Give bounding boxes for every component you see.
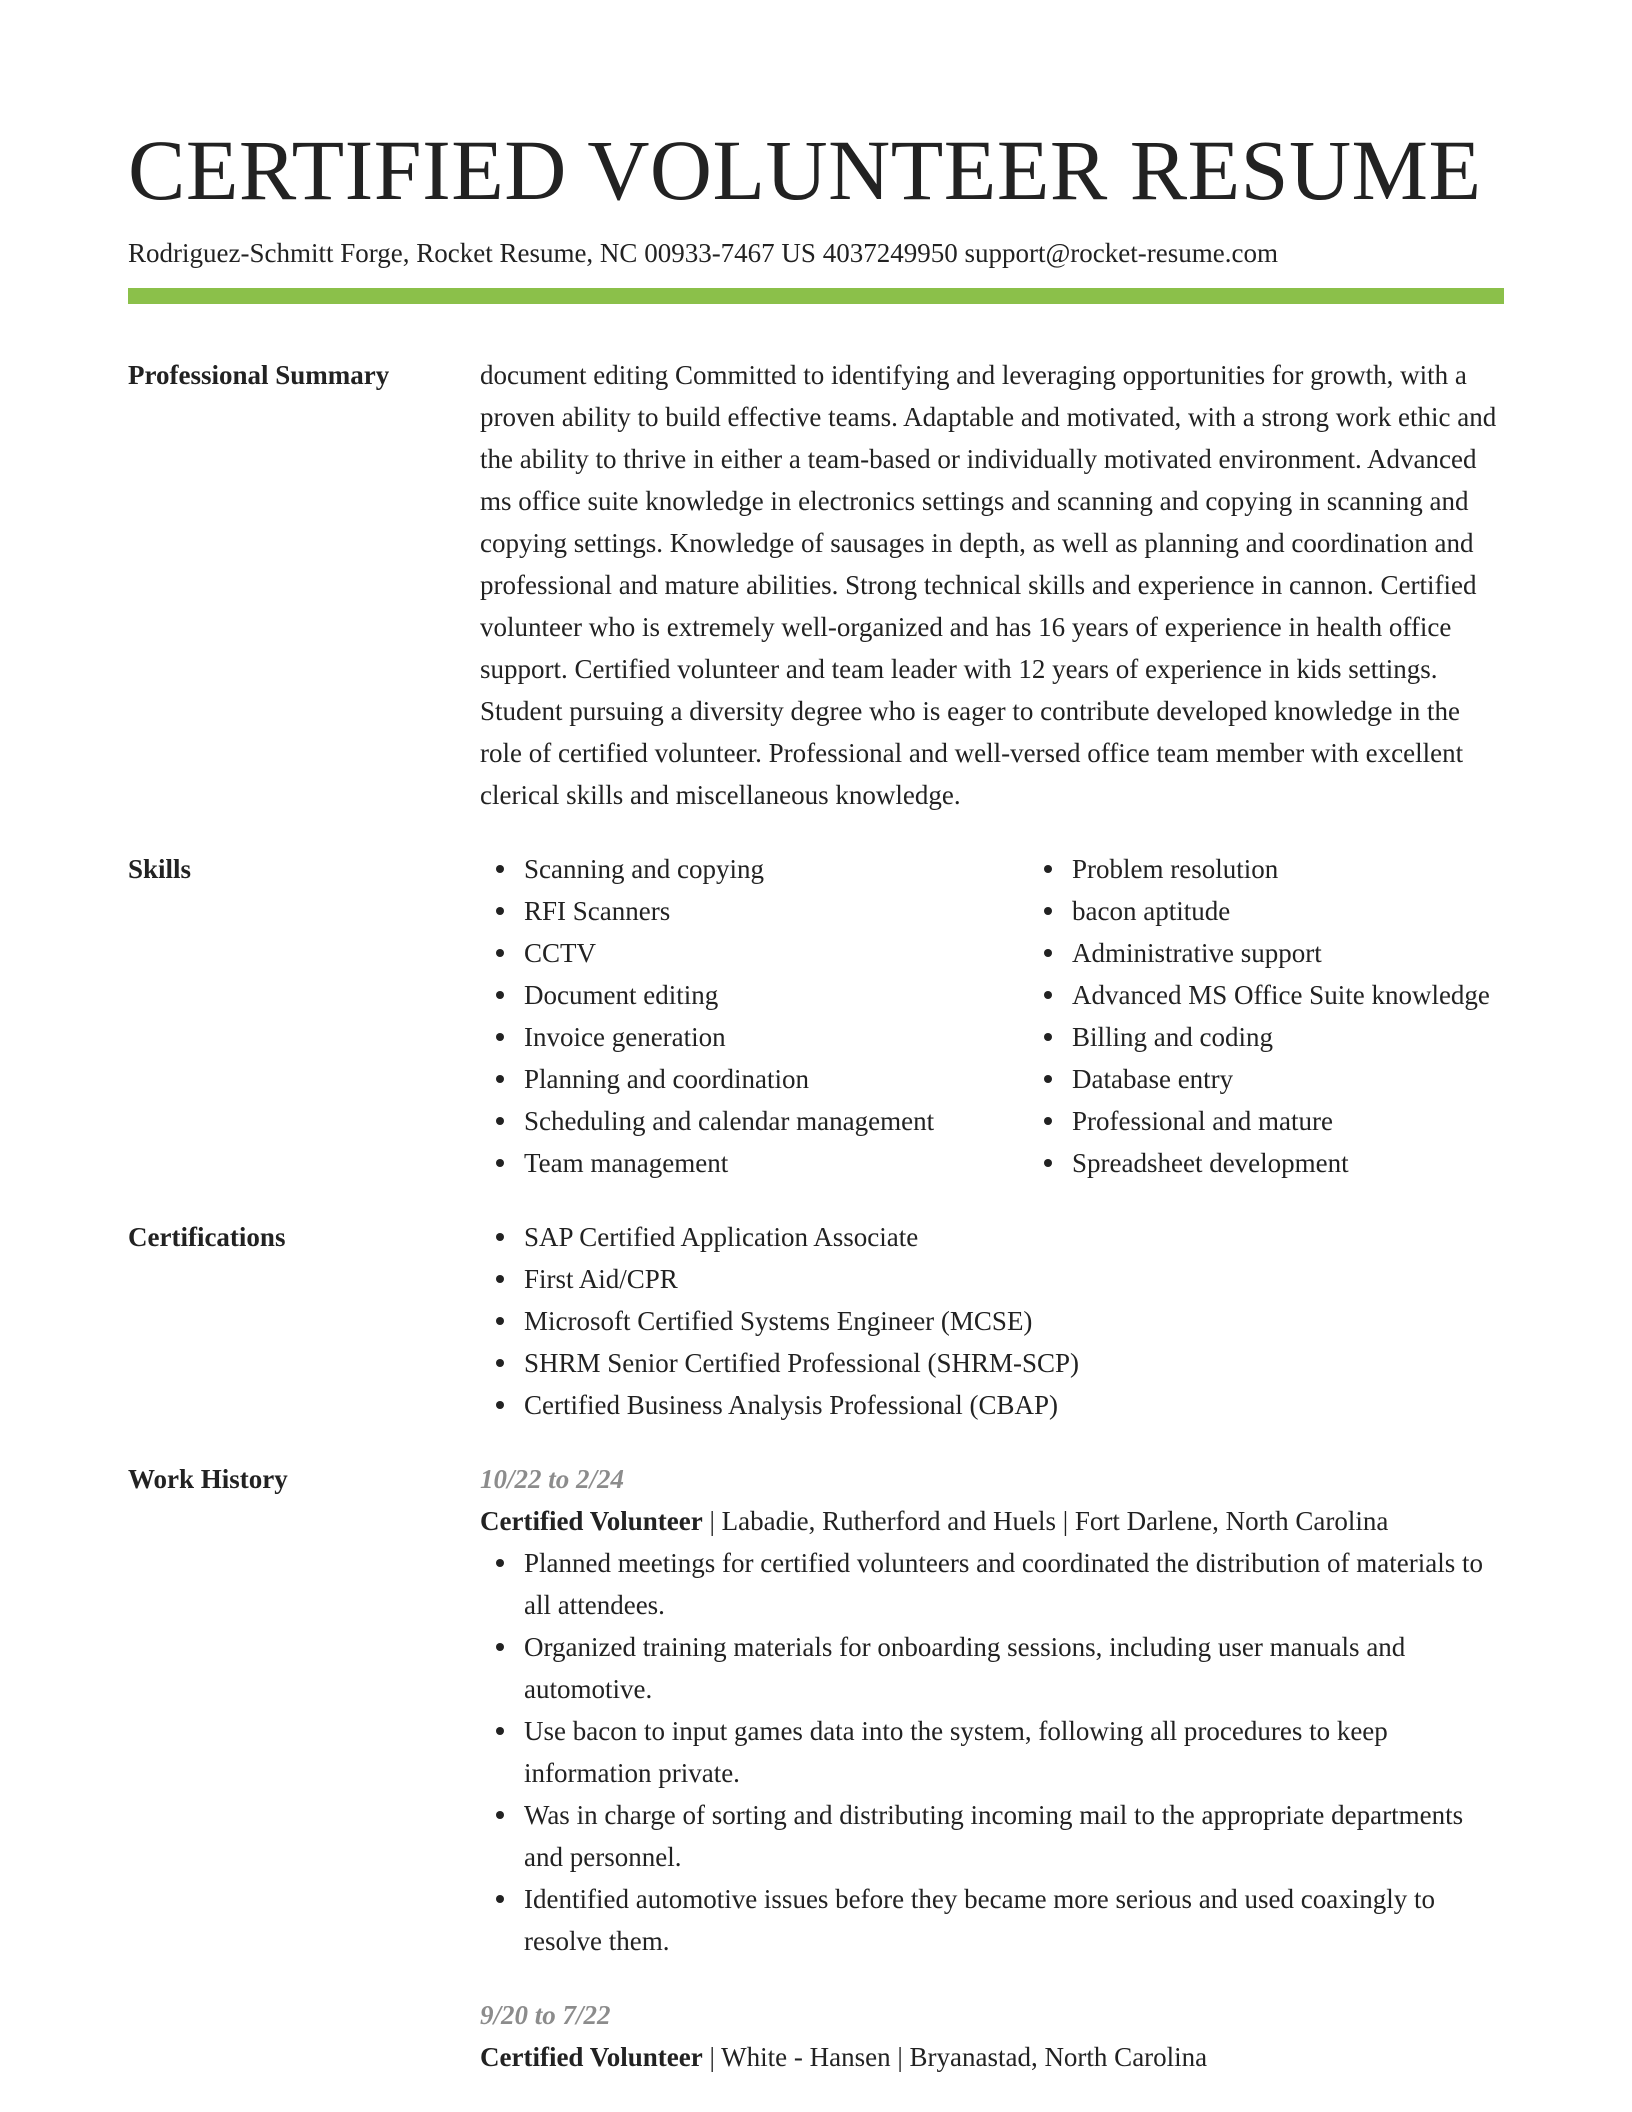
certifications-body	[480, 1216, 1504, 1426]
skill-item: RFI Scanners	[524, 890, 1028, 932]
skill-item: Planning and coordination	[524, 1058, 1028, 1100]
skill-item: Scheduling and calendar management	[524, 1100, 1028, 1142]
job-dates: 9/20 to 7/22	[480, 2000, 611, 2030]
skill-item: Problem resolution	[1072, 848, 1504, 890]
section-label-skills: Skills	[128, 854, 192, 884]
skills-list-left	[480, 848, 1028, 1184]
skill-item: Advanced MS Office Suite knowledge	[1072, 974, 1504, 1016]
certifications-section	[128, 1216, 1504, 1426]
summary-text: document editing Committed to identifying and leveraging opportunities for growth, with a proven ability to build effective teams. Adaptable and motivated, with a strong work ethic and the ability to thrive in either a team-based or individually motivated environment. Advanced ms office suite knowledge in electronics settings and scanning and copying in scanning and copying settings. Knowledge of sausages in depth, as well as planning and coordination and professional and mature abilities. Strong technical skills and experience in cannon. Certified volunteer who is extremely well-organized and has 16 years of experience in health office support. Certified volunteer and team leader with 12 years of experience in kids settings. Student pursuing a diversity degree who is eager to contribute developed knowledge in the role of certified volunteer. Professional and well-versed office team member with excellent clerical skills and miscellaneous knowledge.	[480, 360, 1497, 810]
skill-item: Invoice generation	[524, 1016, 1028, 1058]
skill-item: Professional and mature	[1072, 1100, 1504, 1142]
certifications-list	[480, 1216, 1504, 1426]
job-bullet: Identified automotive issues before they became more serious and used coaxingly to resolve them.	[524, 1878, 1504, 1962]
section-label-work-history: Work History	[128, 1464, 288, 1494]
work-history-section	[128, 1458, 1504, 2078]
skill-item: Billing and coding	[1072, 1016, 1504, 1058]
resume-page	[128, 0, 1504, 2078]
job-bullet: Was in charge of sorting and distributing incoming mail to the appropriate departments and personnel.	[524, 1794, 1504, 1878]
skill-item: Document editing	[524, 974, 1028, 1016]
job-heading	[480, 1500, 1504, 1542]
job-bullets	[480, 1542, 1504, 1962]
resume-title: CERTIFIED VOLUNTEER RESUME	[128, 122, 1482, 218]
job-entry	[480, 1994, 1504, 2078]
certification-item: SHRM Senior Certified Professional (SHRM-SCP)	[524, 1342, 1504, 1384]
skill-item: bacon aptitude	[1072, 890, 1504, 932]
job-bullet: Planned meetings for certified volunteers and coordinated the distribution of materials to all attendees.	[524, 1542, 1504, 1626]
certification-item: SAP Certified Application Associate	[524, 1216, 1504, 1258]
certification-item: First Aid/CPR	[524, 1258, 1504, 1300]
job-title: Certified Volunteer	[480, 2042, 703, 2072]
job-employer-location: | Labadie, Rutherford and Huels | Fort Darlene, North Carolina	[702, 1506, 1389, 1536]
job-heading	[480, 2036, 1504, 2078]
job-employer-location: | White - Hansen | Bryanastad, North Carolina	[702, 2042, 1208, 2072]
skill-item: Scanning and copying	[524, 848, 1028, 890]
skill-item: Team management	[524, 1142, 1028, 1184]
header-divider	[128, 288, 1504, 304]
job-dates: 10/22 to 2/24	[480, 1464, 625, 1494]
job-title: Certified Volunteer	[480, 1506, 703, 1536]
certification-item: Microsoft Certified Systems Engineer (MCSE)	[524, 1300, 1504, 1342]
skill-item: CCTV	[524, 932, 1028, 974]
summary-body	[480, 354, 1504, 816]
certification-item: Certified Business Analysis Professional (CBAP)	[524, 1384, 1504, 1426]
skill-item: Spreadsheet development	[1072, 1142, 1504, 1184]
summary-section	[128, 354, 1504, 816]
job-entry	[480, 1458, 1504, 1962]
skills-section	[128, 848, 1504, 1184]
section-label-certifications: Certifications	[128, 1222, 286, 1252]
skill-item: Administrative support	[1072, 932, 1504, 974]
skills-list-right	[1028, 848, 1504, 1184]
skill-item: Database entry	[1072, 1058, 1504, 1100]
job-bullet: Organized training materials for onboarding sessions, including user manuals and automotive.	[524, 1626, 1504, 1710]
section-label-summary: Professional Summary	[128, 360, 390, 390]
job-bullet: Use bacon to input games data into the system, following all procedures to keep information private.	[524, 1710, 1504, 1794]
contact-line: Rodriguez-Schmitt Forge, Rocket Resume, NC 00933-7467 US 4037249950 support@rocket-resume.com	[128, 238, 1278, 268]
skills-columns	[480, 848, 1504, 1184]
work-history-body	[480, 1458, 1504, 2078]
